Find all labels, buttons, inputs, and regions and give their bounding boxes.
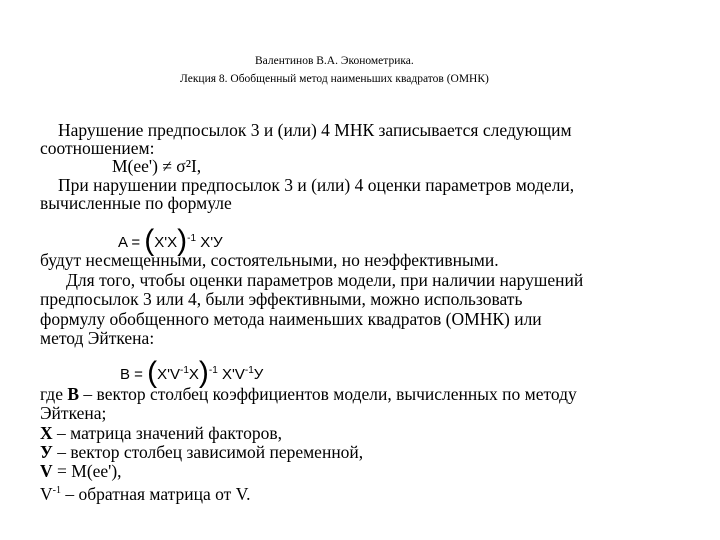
left-paren: ( xyxy=(144,224,155,257)
definition-term: В xyxy=(67,384,80,404)
paragraph-line: формулу обобщенного метода наименьших квадратов (ОМНК) или xyxy=(40,309,542,329)
formula-ols-rest: X'У xyxy=(200,234,223,251)
definition-term: V xyxy=(40,483,53,504)
header-lecture-title: Лекция 8. Обобщенный метод наименьших квадратов (ОМНК) xyxy=(180,73,489,85)
definition-text: – матрица значений факторов, xyxy=(52,423,282,443)
definition-v-inverse xyxy=(40,480,250,505)
formula-gls-exponent: -1 xyxy=(208,365,218,376)
definition-x xyxy=(40,423,282,444)
formula-gls xyxy=(120,353,263,387)
formula-gls-rest-b: У xyxy=(253,366,264,383)
formula-gls-inner-a: X'V xyxy=(157,366,180,383)
formula-covariance: M(ee') ≠ σ²I, xyxy=(112,156,202,176)
definition-term: V xyxy=(40,461,53,481)
definition-text: – вектор столбец коэффициентов модели, вычисленных по методу xyxy=(79,384,577,404)
definition-text: – вектор столбец зависимой переменной, xyxy=(52,442,364,462)
definition-prefix: где xyxy=(40,384,68,404)
definition-b-continued: Эйткена; xyxy=(40,403,107,423)
right-paren: ) xyxy=(177,224,188,257)
definition-text: – обратная матрица от V. xyxy=(60,483,251,504)
formula-ols-exponent: -1 xyxy=(187,233,197,244)
formula-gls-inner-exp: -1 xyxy=(179,365,189,376)
definition-text: = M(ee'), xyxy=(52,461,122,481)
right-paren: ) xyxy=(198,356,209,389)
definition-term: У xyxy=(40,442,53,462)
definition-exponent: -1 xyxy=(52,485,61,496)
formula-gls-rest-exp: -1 xyxy=(244,365,254,376)
paragraph-line: будут несмещенными, состоятельными, но неэффективными. xyxy=(40,250,499,270)
paragraph-line: соотношением: xyxy=(40,138,155,158)
paragraph-line: предпосылок 3 или 4, были эффективными, можно использовать xyxy=(40,289,523,309)
paragraph-line: При нарушении предпосылок 3 и (или) 4 оценки параметров модели, xyxy=(58,175,575,195)
definition-v xyxy=(40,461,122,482)
formula-gls-inner-b: X xyxy=(188,366,199,383)
formula-gls-rest-a: X'V xyxy=(221,366,245,383)
left-paren: ( xyxy=(147,356,158,389)
definition-b xyxy=(40,384,577,405)
definition-y xyxy=(40,442,363,463)
definition-term: Х xyxy=(40,423,53,443)
formula-ols-inner: X'X xyxy=(154,234,178,251)
header-author-title: Валентинов В.А. Эконометрика. xyxy=(255,55,414,67)
paragraph-line: Нарушение предпосылок 3 и (или) 4 МНК записывается следующим xyxy=(58,120,572,140)
paragraph-line: вычисленные по формуле xyxy=(40,193,232,213)
paragraph-line: метод Эйткена: xyxy=(40,328,155,348)
formula-gls-lhs: B = xyxy=(120,366,143,383)
formula-ols-lhs: A = xyxy=(118,234,141,251)
paragraph-line: Для того, чтобы оценки параметров модели, при наличии нарушений xyxy=(66,270,584,290)
